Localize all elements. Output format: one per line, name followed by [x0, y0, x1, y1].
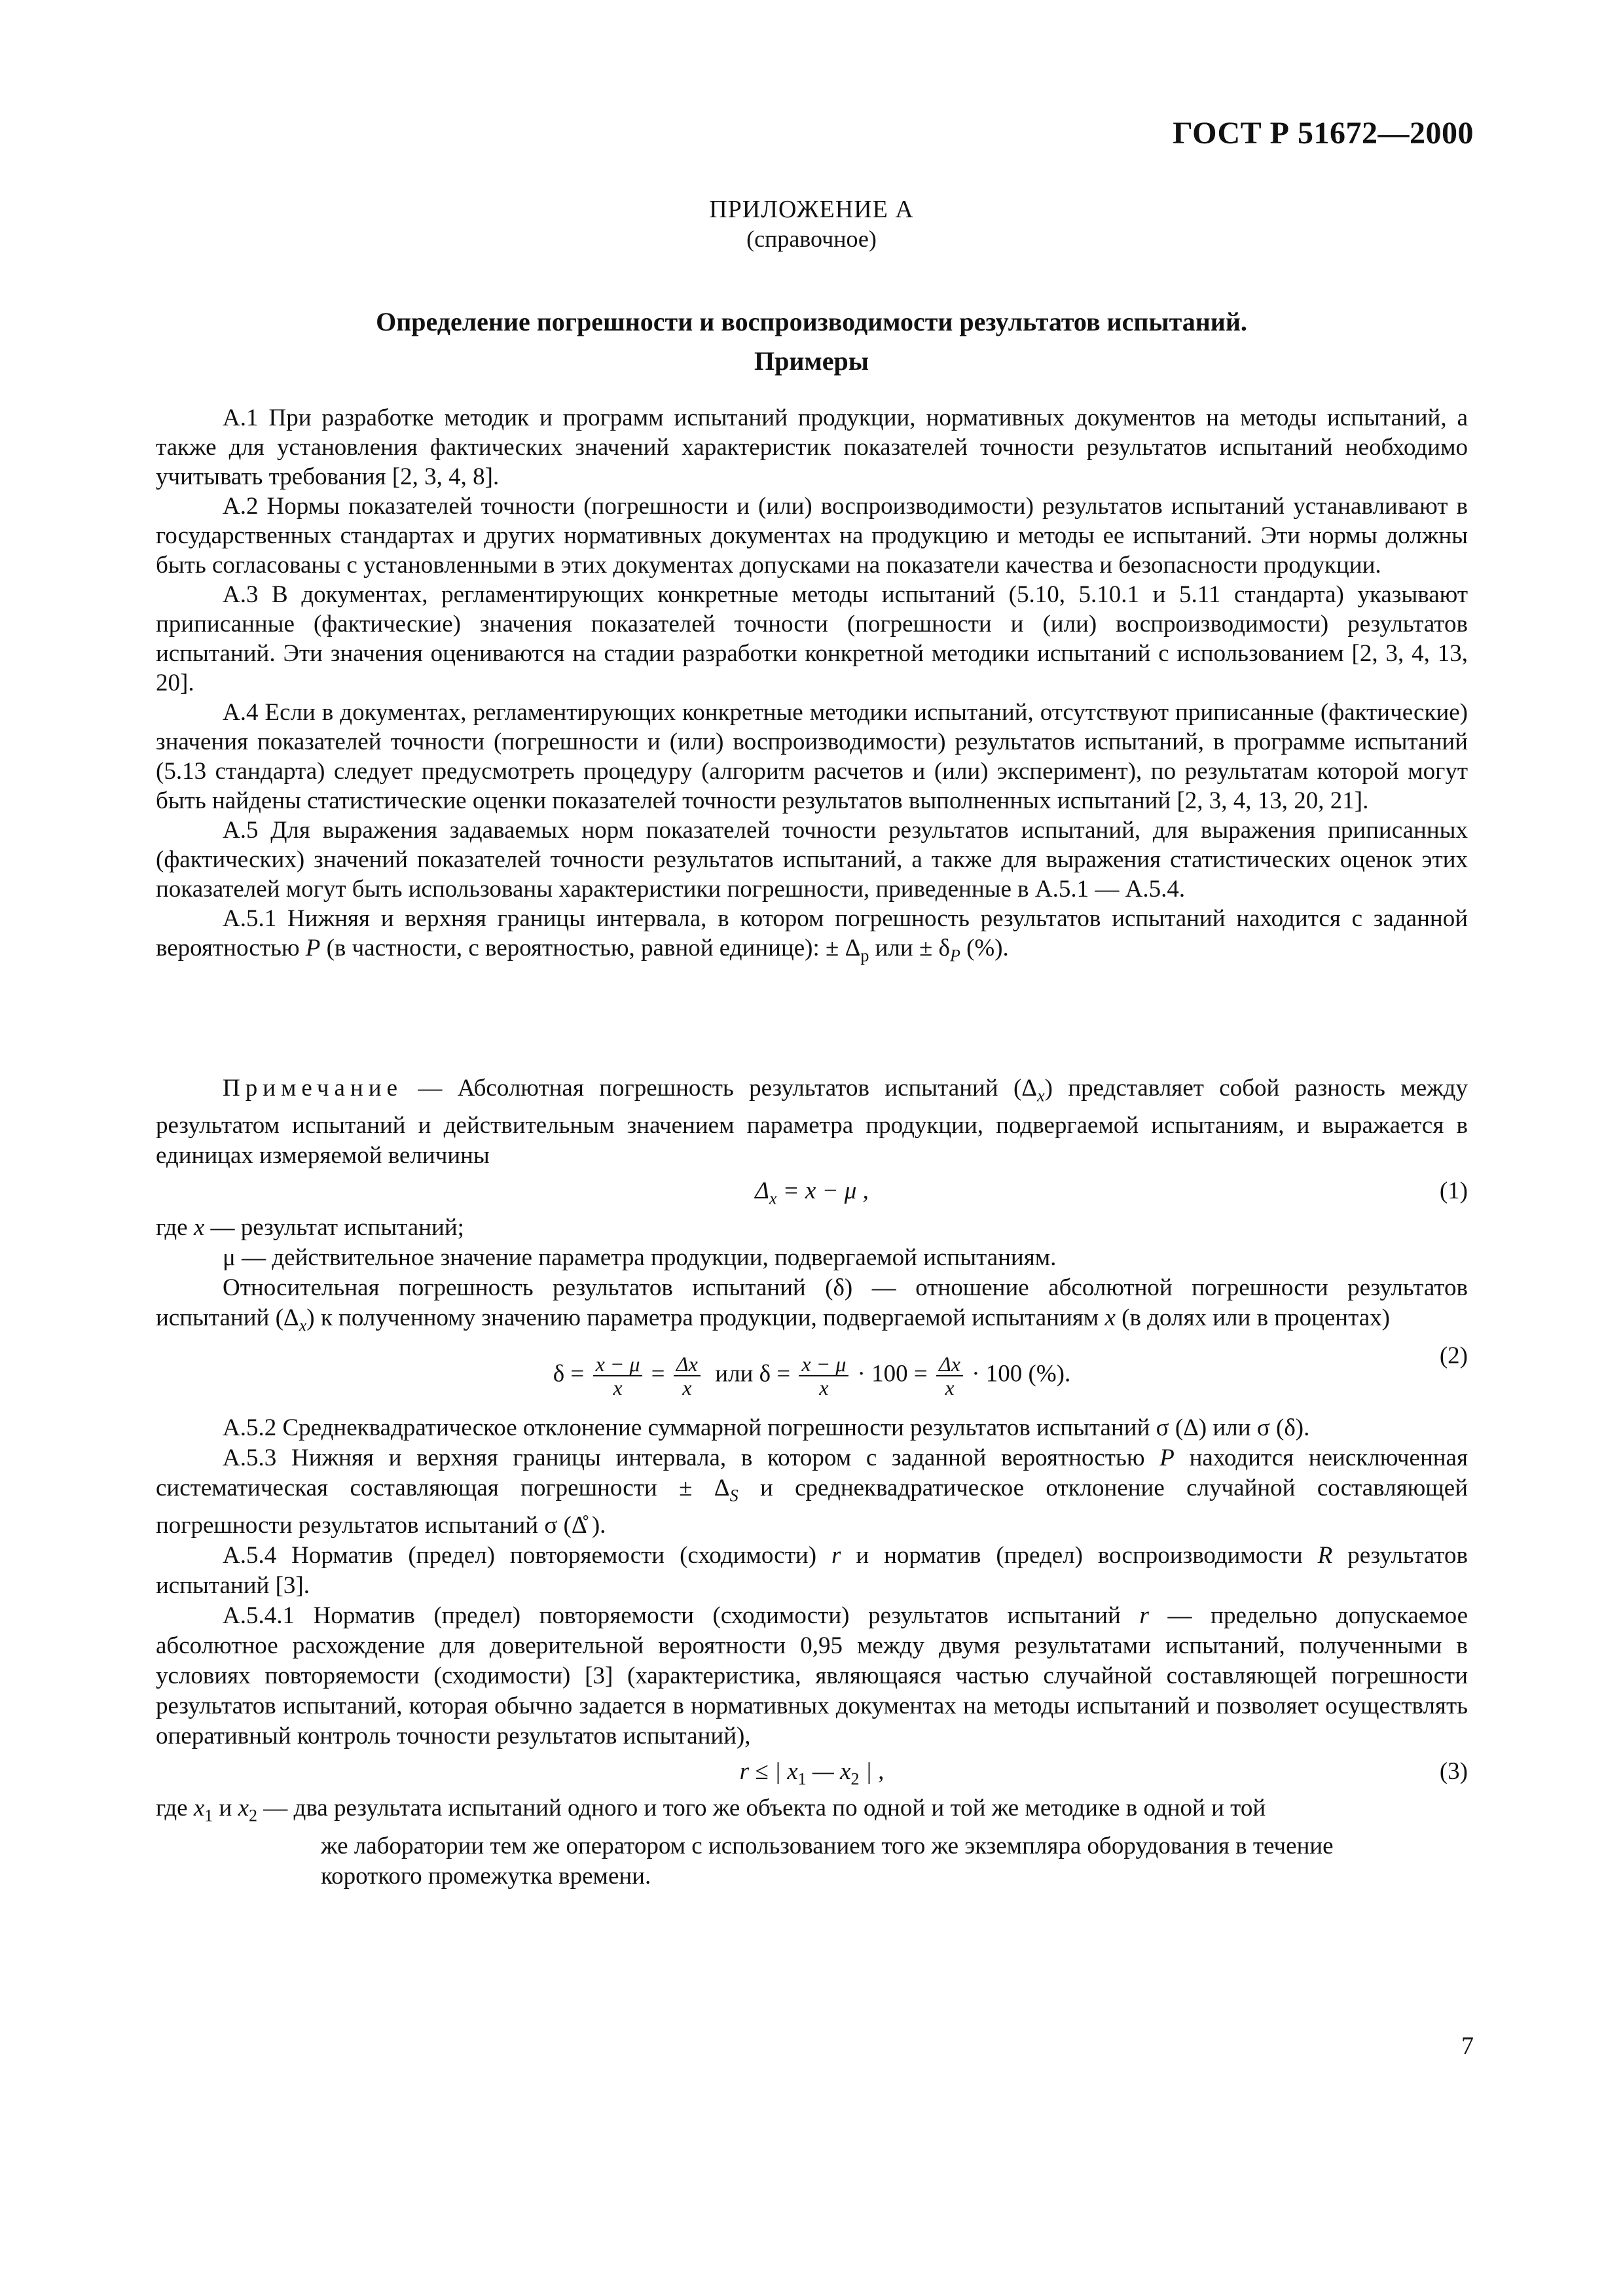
note-label: Примечание	[223, 1075, 403, 1102]
formula-1-number: (1)	[1439, 1177, 1468, 1205]
fraction: $\frac{\Delta x}{x}$	[936, 1353, 963, 1399]
paragraph-a541: А.5.4.1 Норматив (предел) повторяемости (сходимости) результатов испытаний r — предельно допускаемое абсолютное расхождение для доверительной вероятности 0,95 между двумя результатами испытаний, полученными в условиях повторяемости (сходимости) [3] (характеристика, являющаяся частью случайной составляющей погрешности результатов испытаний, которая обычно задается в нормативных документах на методы испытаний и позволяет осуществлять оперативный контроль точности результатов испытаний),	[156, 1602, 1468, 1750]
formula-2-number: (2)	[1439, 1342, 1468, 1369]
annex-subtitle: (справочное)	[746, 226, 877, 252]
note-paragraph: Примечание — Абсолютная погрешность результатов испытаний $(\Delta_x)$ представляет собой разность между результатом испытаний и действительным значением параметра продукции, подвергаемой испытаниям, и выражается в единицах измеряемой величины	[156, 1075, 1468, 1170]
page-number: 7	[1461, 2032, 1474, 2060]
annex-title: ПРИЛОЖЕНИЕ А	[709, 196, 914, 223]
body-text	[156, 403, 1468, 970]
formula-3: r ≤ | $x_1$ — $x_2$ | , (3)	[739, 1758, 1468, 1789]
where-x: где x — результат испытаний;	[156, 1214, 464, 1242]
note-block	[156, 1073, 1468, 1892]
paragraph-a4: А.4 Если в документах, регламентирующих конкретные методики испытаний, отсутствуют приписанные (фактические) значения показателей точности (погрешности и (или) воспроизводимости) результатов испытаний, в программе испытаний (5.13 стандарта) следует предусмотреть процедуру (алгоритм расчетов и (или) эксперимент), по результатам которой могут быть найдены статистические оценки показателей точности результатов выполненных испытаний [2, 3, 4, 13, 20, 21].	[156, 699, 1468, 814]
formula-3-number: (3)	[1439, 1758, 1468, 1785]
where-x1-x2: где $x_1$ и $x_2$ — два результата испытаний одного и того же объекта по одной и той же методике в одной и той же лаборатории тем же оператором с использованием того же экземпляра оборудования в течение короткого промежутка времени.	[156, 1795, 1334, 1890]
formula-1: $\Delta_x = x - \mu$ , (1)	[755, 1177, 1468, 1208]
paragraph-a3: А.3 В документах, регламентирующих конкретные методы испытаний (5.10, 5.10.1 и 5.11 стандарта) указывают приписанные (фактические) значения показателей точности (погрешности и (или) воспроизводимости) результатов испытаний. Эти значения оцениваются на стадии разработки конкретной методики испытаний с использованием [2, 3, 4, 13, 20].	[156, 581, 1468, 696]
paragraph-a51: А.5.1 Нижняя и верхняя границы интервала, в котором погрешность результатов испытаний находится с заданной вероятностью P (в частности, с вероятностью, равной единице): ± $\Delta_р$ или ± $\delta_P$ (%).	[156, 905, 1468, 965]
section-title-2: Примеры	[754, 346, 869, 376]
paragraph-a2: А.2 Нормы показателей точности (погрешности и (или) воспроизводимости) результатов испытаний устанавливают в государственных стандартах и других нормативных документах на продукцию и методы ее испытаний. Эти нормы должны быть согласованы с установленными в этих документах допусками на показатели качества и безопасности продукции.	[156, 493, 1468, 579]
paragraph-a5: А.5 Для выражения задаваемых норм показателей точности результатов испытаний, для выражения приписанных (фактических) значений показателей точности результатов испытаний, а также для выражения статистических оценок этих показателей могут быть использованы характеристики погрешности, приведенные в А.5.1 — А.5.4.	[156, 817, 1468, 903]
paragraph-a54: А.5.4 Норматив (предел) повторяемости (сходимости) r и норматив (предел) воспроизводимости R результатов испытаний [3].	[156, 1542, 1468, 1600]
fraction: $\frac{x - \mu}{x}$	[799, 1353, 848, 1399]
paragraph-a53: А.5.3 Нижняя и верхняя границы интервала, в котором с заданной вероятностью P находится неисключенная систематическая составляющая погрешности ± $\Delta_S$ и среднеквадратическое отклонение случайной составляющей погрешности результатов испытаний σ (Δ̊ ).	[156, 1444, 1468, 1539]
fraction: $\frac{x - \mu}{x}$	[593, 1353, 643, 1399]
formula-2: δ = $\frac{x - \mu}{x}$ = $\frac{\Delta x}{x}$ или δ = $\frac{x - \mu}{x}$ · 100 = $\frac{\Delta x}{x}$ · 100 (%). (2)	[553, 1342, 1468, 1399]
standard-code: ГОСТ Р 51672—2000	[1173, 116, 1474, 151]
section-title: Определение погрешности и воспроизводимости результатов испытаний.	[376, 307, 1247, 336]
where-mu: μ — действительное значение параметра продукции, подвергаемой испытаниям.	[223, 1244, 1057, 1272]
fraction: $\frac{\Delta x}{x}$	[674, 1353, 701, 1399]
paragraph-a1: А.1 При разработке методик и программ испытаний продукции, нормативных документов на методы испытаний, а также для установления фактических значений характеристик показателей точности результатов испытаний необходимо учитывать требования [2, 3, 4, 8].	[156, 404, 1468, 490]
relative-error-paragraph: Относительная погрешность результатов испытаний (δ) — отношение абсолютной погрешности результатов испытаний $(\Delta_x)$ к полученному значению параметра продукции, подвергаемой испытаниям x (в долях или в процентах)	[156, 1274, 1468, 1335]
paragraph-a52: А.5.2 Среднеквадратическое отклонение суммарной погрешности результатов испытаний σ (Δ) или σ (δ).	[223, 1414, 1310, 1441]
